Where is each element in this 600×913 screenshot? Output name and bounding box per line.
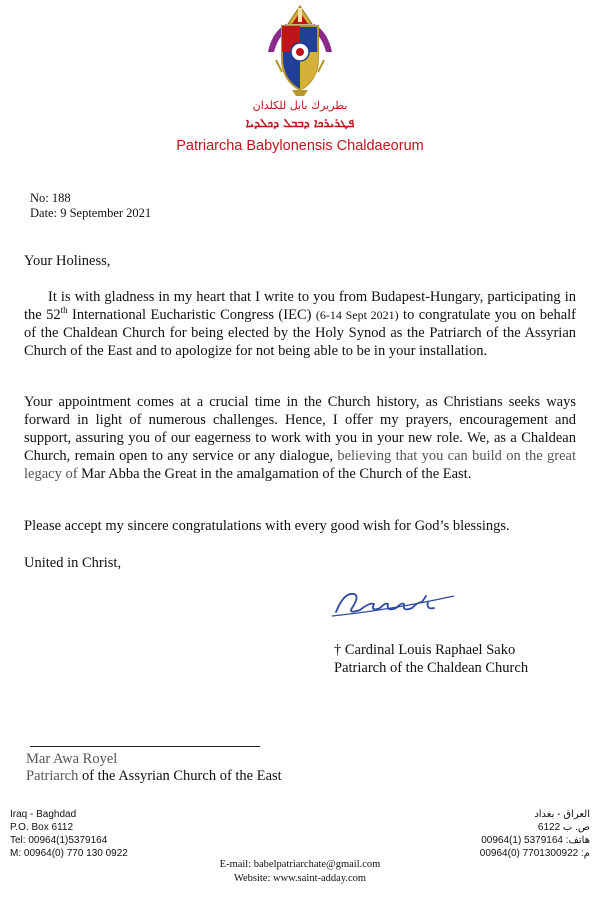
letter-number: No: 188: [30, 191, 71, 205]
footer-right-address: [400, 808, 590, 860]
p1-text-b: International Eucharistic Congress (IEC): [67, 307, 316, 323]
closing: United in Christ,: [24, 555, 122, 571]
p2-text-b: Mar Abba the Great in the amalgamation of the Church of the East.: [77, 466, 472, 482]
footer-website[interactable]: Website: www.saint-adday.com: [233, 873, 367, 884]
salutation: Your Holiness,: [24, 253, 111, 269]
signatory-name: † Cardinal Louis Raphael Sako: [334, 642, 516, 658]
handwritten-signature: [330, 582, 460, 622]
body-paragraph-2: [24, 393, 576, 483]
p1-superscript: th: [60, 305, 68, 316]
patriarchal-crest-emblem: [262, 2, 338, 98]
recipient-name: Mar Awa Royel: [26, 751, 118, 767]
footer-email[interactable]: E-mail: babelpatriarchate@gmail.com: [219, 859, 381, 870]
recipient-title-b: of the Assyrian Church of the East: [78, 768, 282, 784]
p1-text-c: to congratulate you on behalf of the Chaldean Church for being elected by the Holy Synod as the Patriarch of the Assyrian Church of the East and to apologize for not being able to be in your installation.: [24, 307, 576, 359]
recipient-title: [26, 767, 282, 785]
header-syriac-title: ܦܛܪܝܪܟܐ ܕܒܒܠ ܕܟܠܕܝܐ: [245, 116, 355, 130]
footer-left-address: [10, 808, 128, 860]
recipient-divider-line: [30, 746, 260, 747]
footer-right-line: العراق - بغداد: [534, 809, 590, 820]
footer-left-line: Iraq - Baghdad: [10, 809, 77, 820]
footer-right-line: م: 7701300922 (0)00964: [479, 848, 590, 859]
header-latin-title: Patriarcha Babylonensis Chaldaeorum: [176, 138, 424, 154]
recipient-title-a: Patriarch: [26, 768, 79, 784]
letter-date: Date: 9 September 2021: [30, 206, 152, 220]
footer-right-line: هاتف: 5379164 (1)00964: [481, 835, 590, 846]
p2-grey-text: believing that you can build on the great legacy of: [24, 448, 576, 482]
p1-dates: (6-14 Sept 2021): [315, 308, 399, 322]
footer-left-line: P.O. Box 6112: [10, 822, 74, 833]
body-paragraph-3: Please accept my sincere congratulations with every good wish for God’s blessings.: [24, 518, 510, 534]
footer-left-line: Tel: 00964(1)5379164: [10, 835, 108, 846]
p1-text-a: It is with gladness in my heart that I write to you from Budapest-Hungary, participating in the 52: [24, 289, 576, 323]
body-paragraph-1: [24, 288, 576, 360]
footer-right-line: ص. ب 6122: [537, 822, 590, 833]
signatory-title: Patriarch of the Chaldean Church: [334, 660, 529, 676]
header-arabic-title: بطريرك بابل للكلدان: [252, 99, 348, 112]
p2-text-a: Your appointment comes at a crucial time in the Church history, as Christians seeks ways forward in light of numerous challenges. Hence, I offer my prayers, encouragement and support, assuring you of our eagerness to work with you in your new role. We, as a Chaldean Church, remain open to any service or any dialogue,: [24, 394, 576, 464]
footer-left-line: M: 00964(0) 770 130 0922: [10, 848, 128, 859]
